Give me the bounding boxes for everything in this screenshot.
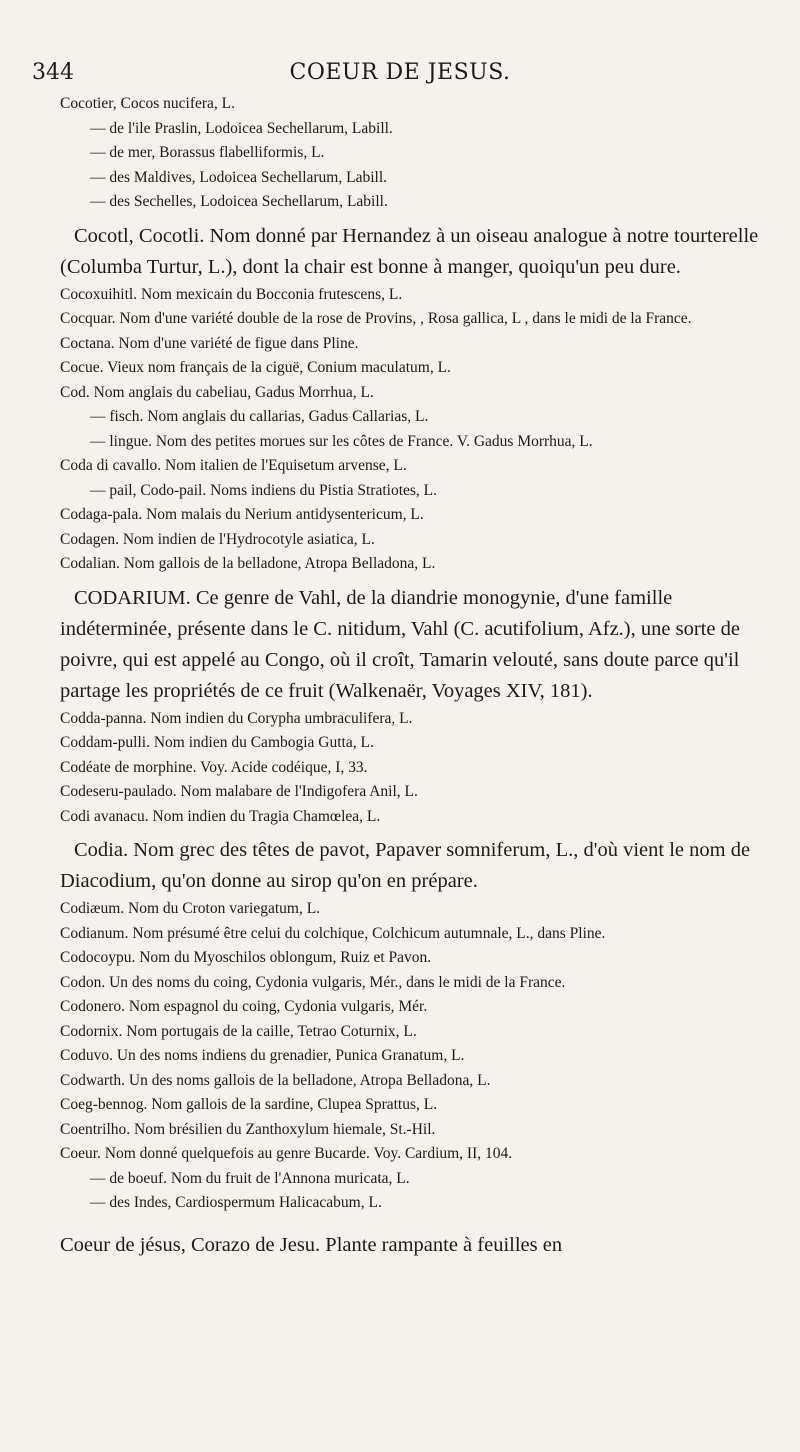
entry-cocotier-mer: — de mer, Borassus flabelliformis, L. xyxy=(90,144,325,161)
entry-coeg-bennog: Coeg-bennog. Nom gallois de la sardine, Clupea Sprattus, L. xyxy=(60,1096,438,1113)
entry-codornix: Codornix. Nom portugais de la caille, Tetrao Coturnix, L. xyxy=(60,1022,417,1040)
entry-codia: Codia. Nom grec des têtes de pavot, Papaver somniferum, L., d'où vient le nom de Diacodium, qu'on donne au sirop qu'on en prépare. xyxy=(60,839,751,892)
entry-coddam-pulli: Coddam-pulli. Nom indien du Cambogia Gutta, L. xyxy=(60,734,374,751)
entry-cocquar: Cocquar. Nom d'une variété double de la rose de Provins, , Rosa gallica, L , dans le midi de la France. xyxy=(60,310,692,327)
page-number: 344 xyxy=(32,60,74,85)
entry-coda-cavallo: Coda di cavallo. Nom italien de l'Equisetum arvense, L. xyxy=(60,457,407,474)
entry-codi-avanacu: Codi avanacu. Nom indien du Tragia Chamœlea, L. xyxy=(60,807,381,825)
entry-codaga-pala: Codaga-pala. Nom malais du Nerium antidysentericum, L. xyxy=(60,506,424,523)
entry-cod-fisch: — fisch. Nom anglais du callarias, Gadus Callarias, L. xyxy=(90,408,429,425)
entry-codocoypu: Codocoypu. Nom du Myoschilos oblongum, Ruiz et Pavon. xyxy=(60,949,432,966)
entry-codda-panna: Codda-panna. Nom indien du Corypha umbraculifera, L. xyxy=(60,709,413,727)
entry-coeur-indes: — des Indes, Cardiospermum Halicacabum, L. xyxy=(90,1194,382,1211)
spacer xyxy=(60,1216,772,1224)
running-head: COEUR DE JESUS. xyxy=(289,60,511,85)
entry-codiaeum: Codiæum. Nom du Croton variegatum, L. xyxy=(60,900,321,917)
entry-cod: Cod. Nom anglais du cabeliau, Gadus Morrhua, L. xyxy=(60,383,374,401)
entry-coda-pail: — pail, Codo-pail. Noms indiens du Pistia Stratiotes, L. xyxy=(90,481,438,499)
entry-codalian: Codalian. Nom gallois de la belladone, Atropa Belladona, L. xyxy=(60,555,436,572)
entry-codianum: Codianum. Nom présumé être celui du colchique, Colchicum autumnale, L., dans Pline. xyxy=(60,924,606,942)
entry-cocotier-maldives: — des Maldives, Lodoicea Sechellarum, Labill. xyxy=(90,168,387,186)
entry-codwarth: Codwarth. Un des noms gallois de la belladone, Atropa Belladona, L. xyxy=(60,1071,491,1089)
entry-cocotier-sechelles: — des Sechelles, Lodoicea Sechellarum, Labill. xyxy=(90,193,388,210)
entry-cocotier-praslin: — de l'ile Praslin, Lodoicea Sechellarum, Labill. xyxy=(90,119,393,137)
entry-coeur-boeuf: — de boeuf. Nom du fruit de l'Annona muricata, L. xyxy=(90,1169,410,1187)
entry-cocue: Cocue. Vieux nom français de la ciguë, Conium maculatum, L. xyxy=(60,359,451,376)
dictionary-entries xyxy=(60,92,772,1261)
entry-codonero: Codonero. Nom espagnol du coing, Cydonia vulgaris, Mér. xyxy=(60,998,428,1015)
entry-cocotier: Cocotier, Cocos nucifera, L. xyxy=(60,95,235,112)
entry-codarium: CODARIUM. Ce genre de Vahl, de la diandrie monogynie, d'une famille indéterminée, présente dans le C. nitidum, Vahl (C. acutifolium, Afz.), une sorte de poivre, qui est appelé au Congo, où il croît, Tamarin velouté, sans doute parce qu'il partage les propriétés de ce fruit (Walkenaër, Voyages XIV, 181). xyxy=(60,586,740,702)
entry-cod-lingue: — lingue. Nom des petites morues sur les côtes de France. V. Gadus Morrhua, L. xyxy=(90,432,593,450)
entry-codagen: Codagen. Nom indien de l'Hydrocotyle asiatica, L. xyxy=(60,530,375,548)
entry-codeseru: Codeseru-paulado. Nom malabare de l'Indigofera Anil, L. xyxy=(60,783,418,800)
entry-cocoxuihitl: Cocoxuihitl. Nom mexicain du Bocconia frutescens, L. xyxy=(60,285,403,303)
entry-cocotl: Cocotl, Cocotli. Nom donné par Hernandez à un oiseau analogue à notre tourterelle (Columba Turtur, L.), dont la chair est bonne à manger, quoiqu'un peu dure. xyxy=(60,224,759,278)
entry-codeate: Codéate de morphine. Voy. Acide codéique, I, 33. xyxy=(60,758,368,776)
entry-coeur: Coeur. Nom donné quelquefois au genre Bucarde. Voy. Cardium, II, 104. xyxy=(60,1145,513,1162)
entry-coctana: Coctana. Nom d'une variété de figue dans Pline. xyxy=(60,334,359,352)
entry-codon: Codon. Un des noms du coing, Cydonia vulgaris, Mér., dans le midi de la France. xyxy=(60,973,566,991)
entry-coduvo: Coduvo. Un des noms indiens du grenadier, Punica Granatum, L. xyxy=(60,1047,465,1064)
page-header xyxy=(32,60,768,92)
entry-coentrilho: Coentrilho. Nom brésilien du Zanthoxylum hiemale, St.-Hil. xyxy=(60,1120,436,1138)
entry-coeur-jesus: Coeur de jésus, Corazo de Jesu. Plante rampante à feuilles en xyxy=(60,1233,563,1256)
